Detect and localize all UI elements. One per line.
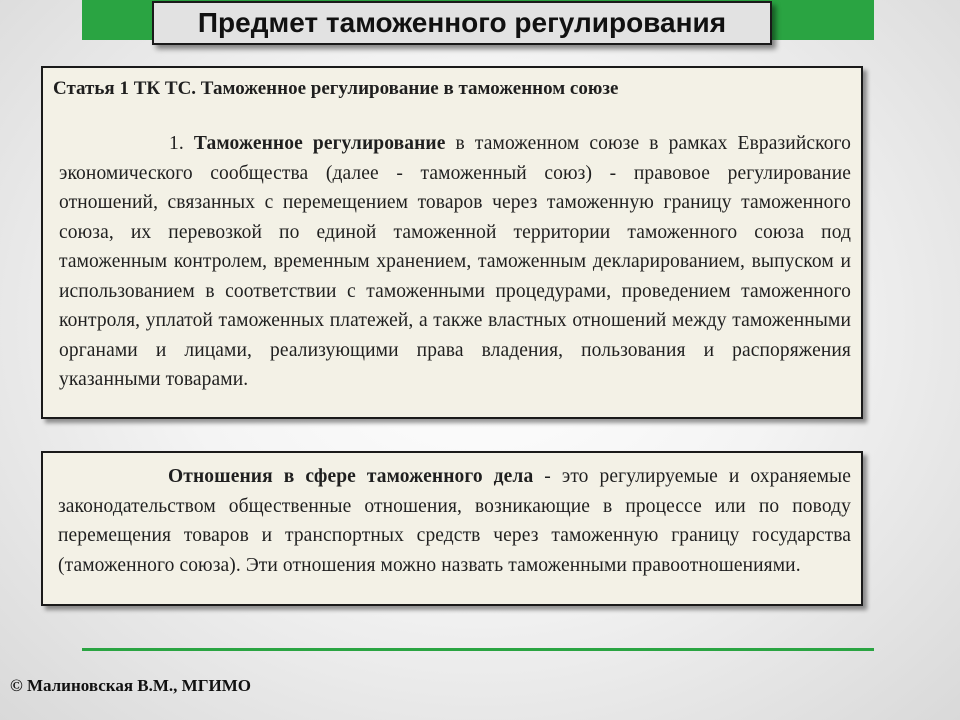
article-term: Таможенное регулирование <box>193 133 446 154</box>
article-paragraph <box>53 129 851 395</box>
slide-title <box>152 1 772 45</box>
footer-copyright: © Малиновская В.М., МГИМО <box>10 676 252 695</box>
article-text: в таможенном союзе в рамках Евразийского экономического сообщества (далее - таможенный союз) - правовое регулирование отношений, связанных с перемещением товаров через таможенную границу таможенного союза, их перевозкой по единой таможенной территории таможенного союза под таможенным контролем, временным хранением, таможенным декларированием, выпуском и использованием в соответствии с таможенными процедурами, проведением таможенного контроля, уплатой таможенных платежей, а также властных отношений между таможенными органами и лицами, реализующими права владения, пользования и распоряжения указанными товарами. <box>59 133 852 390</box>
definition-term: Отношения в сфере таможенного дела <box>168 466 534 487</box>
definition-text: - это регулируемые и охраняемые законодательством общественные отношения, возникающие в процессе или по поводу перемещения товаров и транспортных средств через таможенную границу государства (таможенного союза). Эти отношения можно назвать таможенными правоотношениями. <box>58 466 851 576</box>
definition-box <box>41 451 863 606</box>
article-box <box>41 66 863 419</box>
article-heading: Статья 1 ТК ТС. Таможенное регулирование в таможенном союзе <box>53 78 619 99</box>
bottom-accent-line <box>82 648 874 651</box>
article-number: 1. <box>169 133 184 154</box>
definition-paragraph <box>55 462 851 580</box>
slide-title-text: Предмет таможенного регулирования <box>197 7 727 38</box>
